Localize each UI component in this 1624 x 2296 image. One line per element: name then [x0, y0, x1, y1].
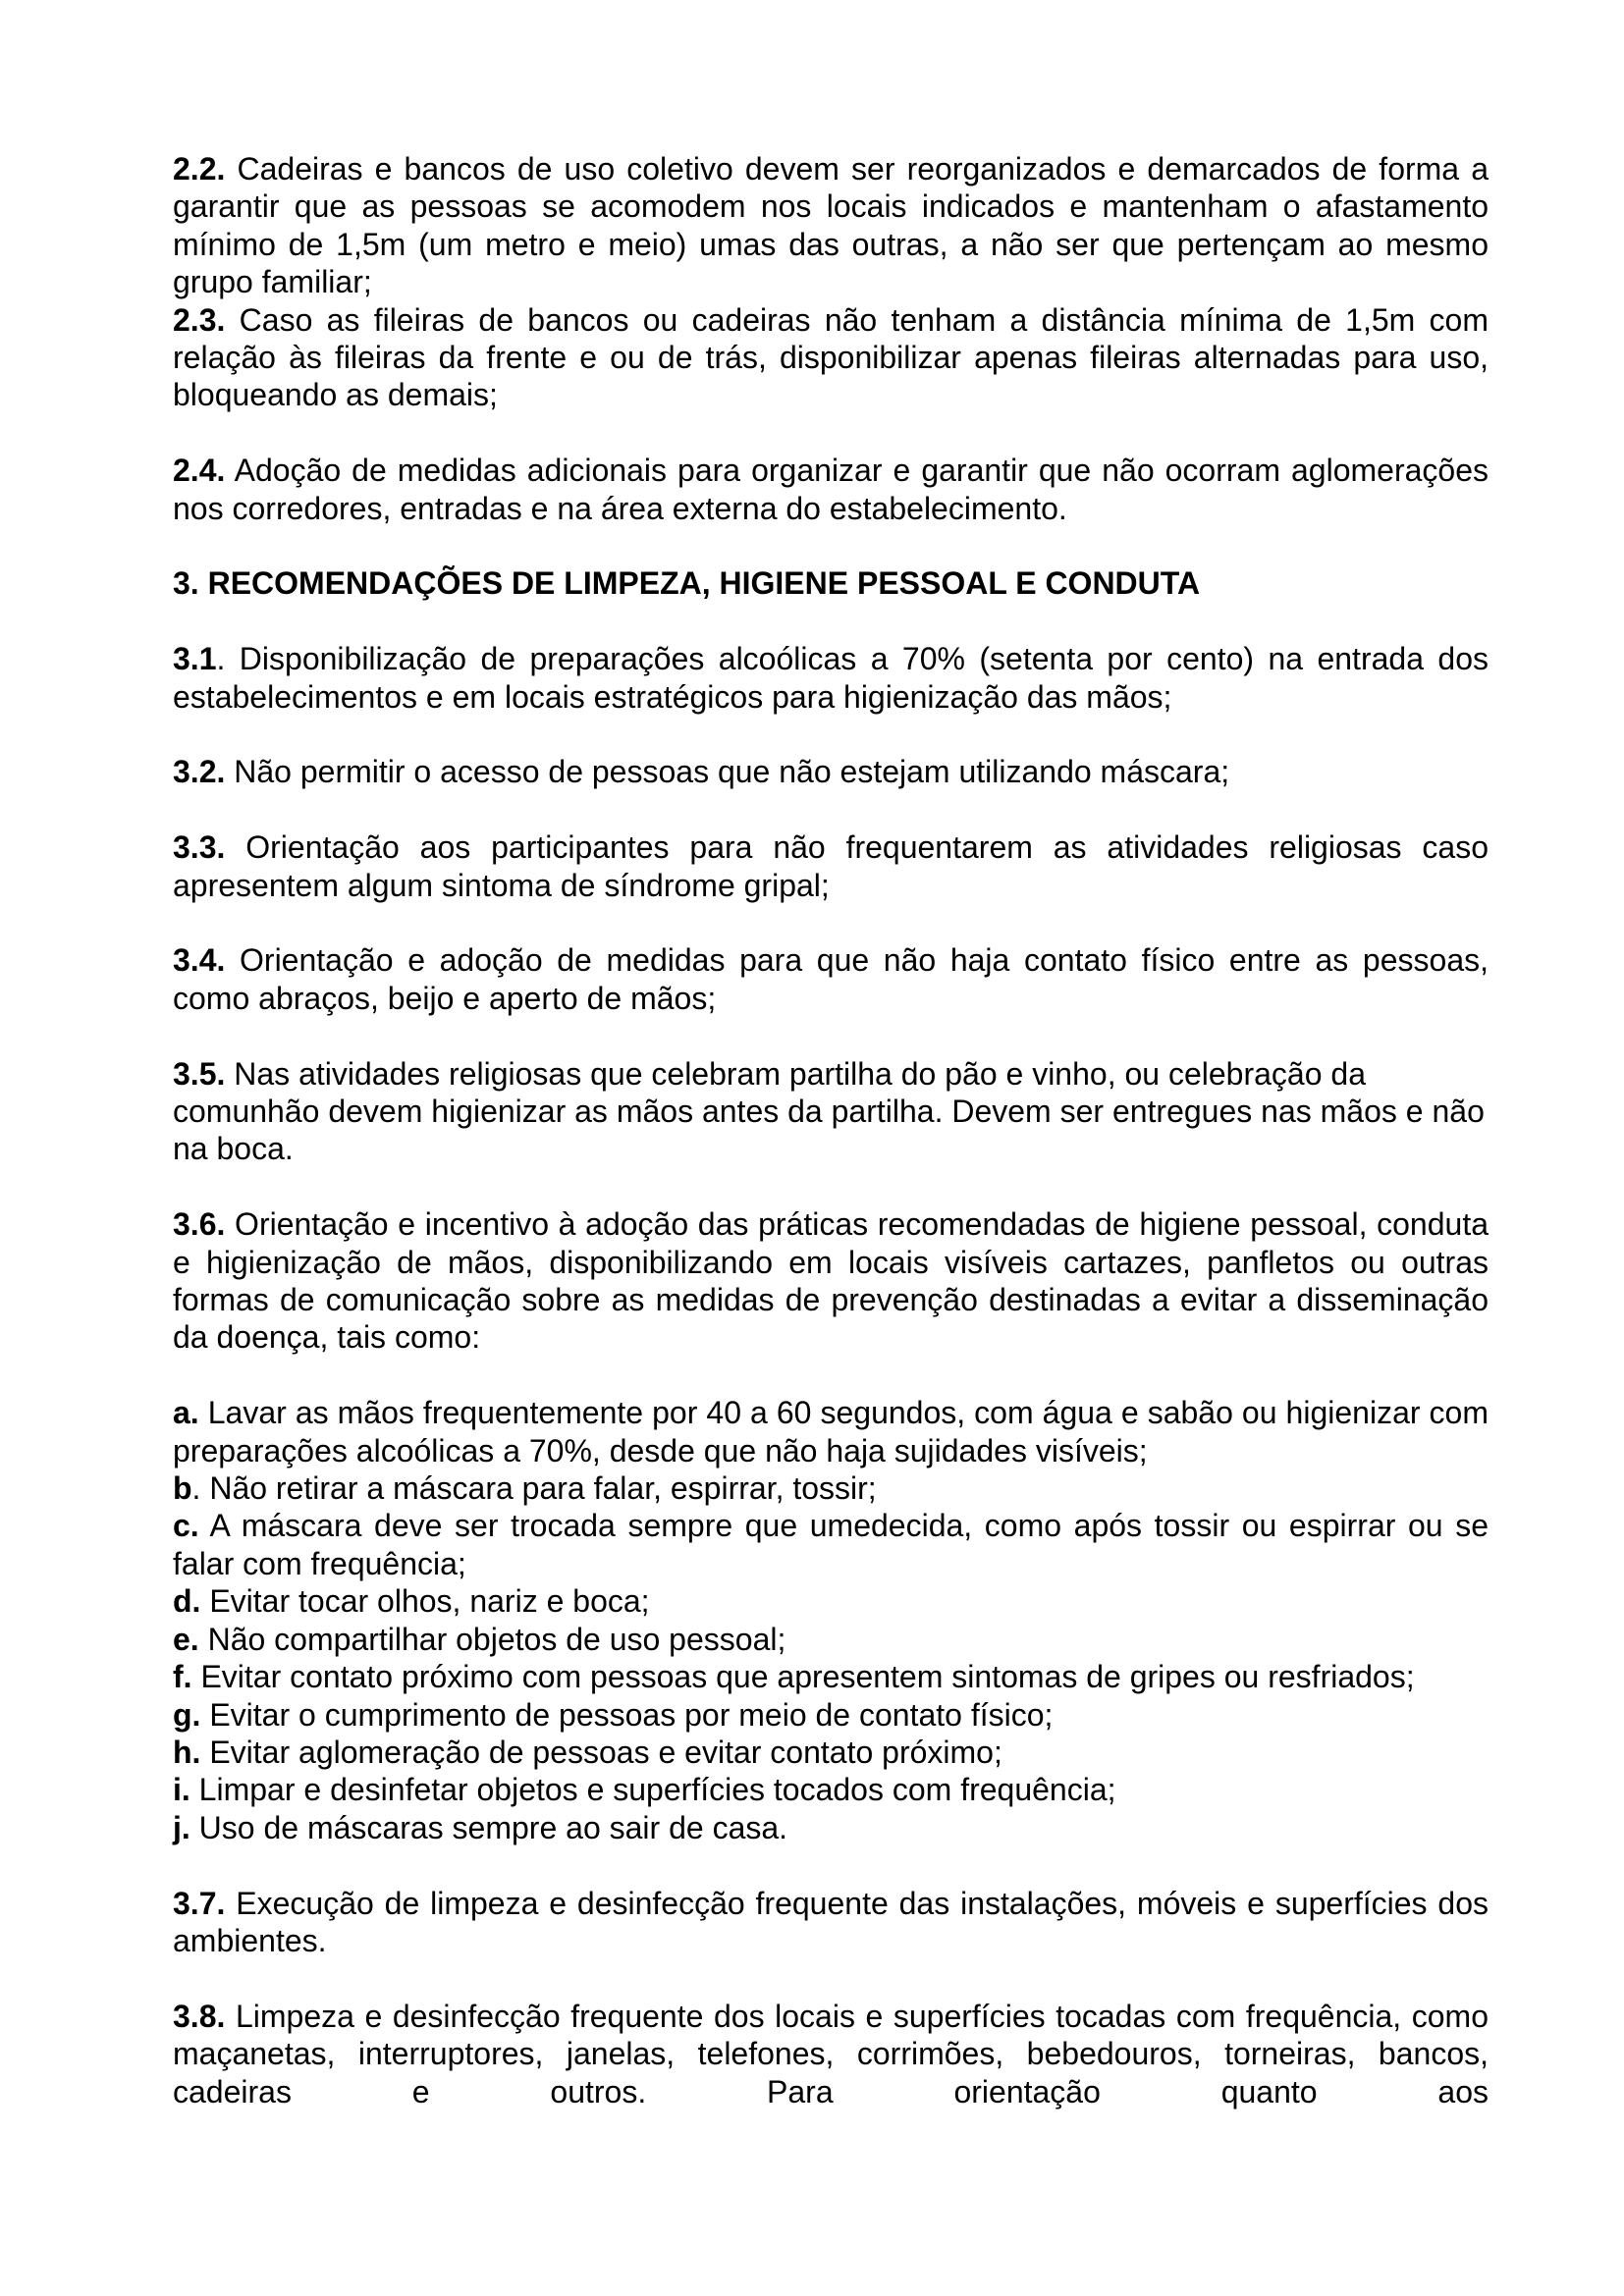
item-label: j. [173, 1809, 190, 1845]
item-label: g. [173, 1696, 201, 1733]
label-separator [225, 1886, 236, 1921]
label-separator [200, 1735, 209, 1770]
label-separator [200, 1697, 209, 1733]
label-separator [225, 302, 239, 338]
item-label: 3.5. [173, 1055, 226, 1092]
item-label: 3.7. [173, 1885, 226, 1921]
item-text: Limpeza e desinfecção frequente dos locais e superfícies tocadas com frequência, como maçanetas, interruptores, janelas, telefones, corrimões, bebedouros, torneiras, bancos, cadeiras e outros. Para orientação quanto aos [173, 1998, 1489, 2109]
label-separator [225, 1999, 236, 2034]
label-separator [225, 754, 234, 789]
item-label: 3.8. [173, 1998, 226, 2034]
item-text: Evitar tocar olhos, nariz e boca; [209, 1583, 650, 1620]
list-item [173, 1658, 1489, 1695]
label-separator [199, 1395, 208, 1430]
item-text: Lavar as mãos frequentemente por 40 a 60 segundos, com água e sabão ou higienizar com preparações alcoólicas a 70%, desde que não haja sujidades visíveis; [173, 1395, 1489, 1468]
list-item [173, 1621, 1489, 1658]
item-text: Uso de máscaras sempre ao sair de casa. [198, 1809, 788, 1845]
paragraph [173, 828, 1489, 904]
item-label: 3.1 [173, 641, 217, 677]
heading-text: 3. RECOMENDAÇÕES DE LIMPEZA, HIGIENE PESSOAL E CONDUTA [173, 565, 1201, 602]
item-text: A máscara deve ser trocada sempre que umedecida, como após tossir ou espirrar ou se falar com frequência; [173, 1508, 1489, 1581]
item-text: Caso as fileiras de bancos ou cadeiras não tenham a distância mínima de 1,5m com relação às fileiras da frente e ou de trás, disponibilizar apenas fileiras alternadas para uso, bloqueando as demais; [173, 301, 1489, 413]
label-separator [199, 1622, 208, 1657]
document-content [173, 150, 1489, 2110]
item-label: f. [173, 1659, 192, 1695]
label-separator [225, 942, 240, 978]
item-label: d. [173, 1583, 201, 1620]
list-item [173, 1394, 1489, 1469]
item-label: b [173, 1470, 192, 1507]
paragraph [173, 753, 1489, 790]
item-label: 2.4. [173, 453, 226, 489]
item-label: i. [173, 1772, 190, 1808]
paragraph [173, 640, 1489, 716]
item-text: Orientação aos participantes para não frequentarem as atividades religiosas caso apresentem algum sintoma de síndrome gripal; [173, 829, 1489, 903]
label-separator [225, 151, 237, 187]
label-separator [225, 1206, 235, 1242]
item-text: Evitar o cumprimento de pessoas por meio de contato físico; [209, 1696, 1054, 1733]
list-item [173, 1582, 1489, 1620]
label-separator [225, 1056, 234, 1092]
item-label: e. [173, 1621, 199, 1657]
list-item [173, 1771, 1489, 1808]
item-text: Limpar e desinfetar objetos e superfícies tocados com frequência; [198, 1772, 1116, 1808]
label-separator [200, 1583, 209, 1619]
paragraph [173, 1205, 1489, 1357]
label-separator [225, 453, 234, 488]
item-text: Evitar contato próximo com pessoas que apresentem sintomas de gripes ou resfriados; [200, 1659, 1415, 1695]
label-separator [190, 1772, 199, 1807]
paragraph [173, 301, 1489, 414]
item-text: Não compartilhar objetos de uso pessoal; [207, 1621, 786, 1657]
paragraph [173, 452, 1489, 527]
item-text: Não retirar a máscara para falar, espirrar, tossir; [209, 1470, 877, 1507]
label-separator: . [216, 641, 240, 677]
item-text: Não permitir o acesso de pessoas que não estejam utilizando máscara; [234, 754, 1230, 790]
item-label: 3.6. [173, 1206, 226, 1243]
item-label: c. [173, 1508, 199, 1544]
list-item [173, 1809, 1489, 1846]
item-text: Disponibilização de preparações alcoólicas a 70% (setenta por cento) na entrada dos estabelecimentos e em locais estratégicos para higienização das mãos; [173, 641, 1489, 715]
list-item [173, 1507, 1489, 1582]
paragraph [173, 1885, 1489, 1960]
item-label: 3.2. [173, 754, 226, 790]
item-text: Evitar aglomeração de pessoas e evitar contato próximo; [209, 1734, 1002, 1770]
label-separator [199, 1508, 210, 1543]
paragraph [173, 941, 1489, 1017]
section-heading [173, 564, 1489, 602]
list-item [173, 1696, 1489, 1734]
item-label: 2.2. [173, 151, 226, 187]
list-item [173, 1734, 1489, 1771]
item-text: Nas atividades religiosas que celebram partilha do pão e vinho, ou celebração da comunhão devem higienizar as mãos antes da partilha. Devem ser entregues nas mãos e não na boca. [173, 1055, 1485, 1167]
item-label: 2.3. [173, 301, 226, 338]
label-separator: . [191, 1470, 210, 1507]
label-separator [190, 1810, 199, 1845]
paragraph [173, 1998, 1489, 2110]
item-label: h. [173, 1734, 201, 1770]
item-label: 3.4. [173, 942, 226, 979]
paragraph [173, 1055, 1489, 1168]
item-label: 3.3. [173, 829, 226, 866]
item-text: Orientação e incentivo à adoção das práticas recomendadas de higiene pessoal, conduta e higienização de mãos, disponibilizando em locais visíveis cartazes, panfletos ou outras formas de comunicação sobre as medidas de prevenção destinadas a evitar a disseminação da doença, tais como: [173, 1206, 1489, 1356]
item-text: Adoção de medidas adicionais para organizar e garantir que não ocorram aglomerações nos corredores, entradas e na área externa do estabelecimento. [173, 453, 1489, 526]
item-text: Orientação e adoção de medidas para que não haja contato físico entre as pessoas, como abraços, beijo e aperto de mãos; [173, 942, 1489, 1016]
paragraph [173, 150, 1489, 301]
item-label: a. [173, 1395, 199, 1431]
item-text: Execução de limpeza e desinfecção frequente das instalações, móveis e superfícies dos ambientes. [173, 1885, 1489, 1958]
item-text: Cadeiras e bancos de uso coletivo devem ser reorganizados e demarcados de forma a garantir que as pessoas se acomodem nos locais indicados e mantenham o afastamento mínimo de 1,5m (um metro e meio) umas das outras, a não ser que pertençam ao mesmo grupo familiar; [173, 151, 1489, 300]
list-item [173, 1469, 1489, 1507]
label-separator [225, 829, 245, 865]
